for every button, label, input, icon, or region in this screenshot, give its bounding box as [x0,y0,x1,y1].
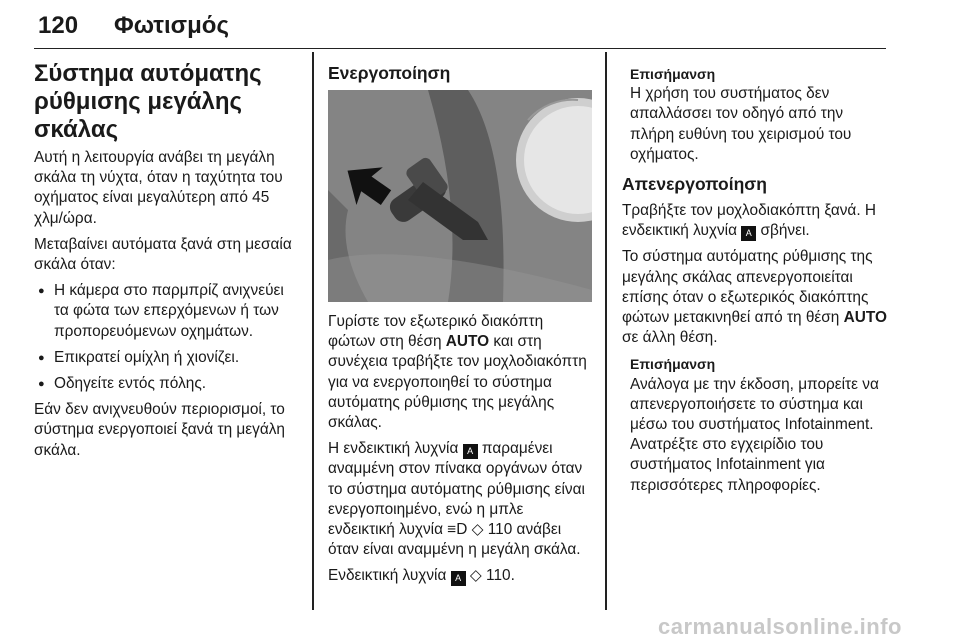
column-2 [328,62,594,593]
paragraph: Το σύστημα αυτόματης ρύθμισης της μεγάλης σκάλας απενεργοποιείται επίσης όταν ο εξωτερικός διακόπτης φώτων μετακινηθεί από τη θέση AUTO σε άλλη θέση. [622,248,887,347]
note-box [622,64,890,165]
auto-high-beam-icon: A [741,226,756,241]
paragraph: Τραβήξτε τον μοχλοδιακόπτη ξανά. Η ενδεικτική λυχνία A σβήνει. [622,202,876,240]
paragraph: Η ενδεικτική λυχνία A παραμένει αναμμένη στον πίνακα οργάνων όταν το σύστημα αυτόματης ρύθμισης είναι ενεργοποιημένο, ενώ η μπλε ενδεικτική λυχνία ≡D ◇ 110 ανάβει όταν είναι αναμμένη η μεγάλη σκάλα. [328,440,585,559]
section-title: Σύστημα αυτόματης ρύθμισης μεγάλης σκάλας [34,60,262,143]
paragraph: Ενδεικτική λυχνία A ◇ 110. [328,567,515,585]
paragraph: Αυτή η λειτουργία ανάβει τη μεγάλη σκάλα τη νύχτα, όταν η ταχύτητα του οχήματος είναι μεγαλύτερη από 45 χλμ/ώρα. [34,149,283,227]
headlight-stalk-photo [328,90,592,302]
page-number: 120 [38,12,79,39]
column-divider [605,52,607,610]
high-beam-icon: ≡D ◇ [447,521,484,539]
list-item: ● Επικρατεί ομίχλη ή χιονίζει. [34,348,302,368]
list-item: ● Η κάμερα στο παρμπρίζ ανιχνεύει τα φώτα των επερχόμενων ή των προπορευόμενων οχημάτων. [34,281,302,342]
list-item: ● Οδηγείτε εντός πόλης. [34,374,302,394]
watermark: carmanualsonline.info [658,614,902,639]
bullet-list [34,281,302,394]
paragraph: Μεταβαίνει αυτόματα ξανά στη μεσαία σκάλα όταν: [34,235,292,274]
note-box [622,354,890,495]
column-3 [622,64,890,504]
paragraph: Γυρίστε τον εξωτερικό διακόπτη φώτων στη θέση AUTO και στη συνέχεια τραβήξτε τον μοχλοδιακόπτη για να ενεργοποιηθεί το σύστημα αυτόματης ρύθμισης της μεγάλης σκάλας. [328,313,587,432]
column-1 [34,60,302,467]
note-text: Η χρήση του συστήματος δεν απαλλάσσει τον οδηγό από την πλήρη ευθύνη του χειρισμού του οχήματος. [630,85,852,163]
column-divider [312,52,314,610]
chapter-title: Φωτισμός [114,12,229,39]
paragraph: Εάν δεν ανιχνευθούν περιορισμοί, το σύστημα ενεργοποιεί ξανά τη μεγάλη σκάλα. [34,401,285,459]
note-heading: Επισήμανση [630,66,716,82]
note-text: Ανάλογα με την έκδοση, μπορείτε να απενεργοποιήσετε το σύστημα και μέσω του συστήματος Infotainment. Ανατρέξτε στο εγχειρίδιο του συστήματος Infotainment για περισσότερες πληροφορίες. [630,375,879,494]
page-header [34,12,886,49]
auto-high-beam-icon: A [451,571,466,586]
note-heading: Επισήμανση [630,356,716,373]
deactivation-heading: Απενεργοποίηση [622,174,767,195]
auto-high-beam-icon: A [463,444,478,459]
activation-heading: Ενεργοποίηση [328,63,451,83]
reference-arrow-icon: ◇ [465,567,482,585]
